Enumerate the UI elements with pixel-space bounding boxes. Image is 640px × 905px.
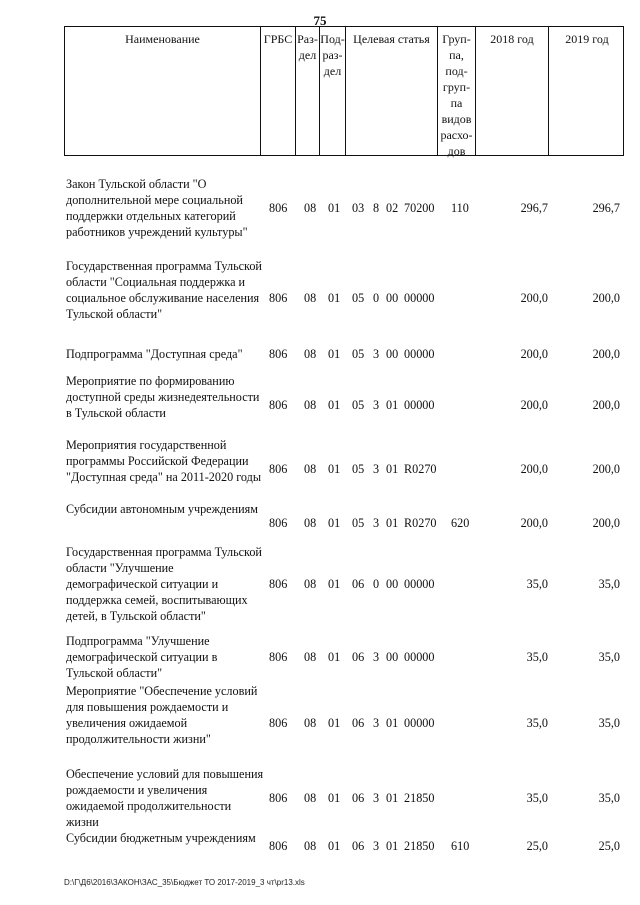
row-target-program: 05 [352, 398, 365, 412]
row-name: Мероприятия государственной программы Российской Федерации "Доступная среда" на 2011-2020 годы [66, 438, 262, 484]
row-target-direction: 70200 [404, 201, 435, 215]
row-amount-2018: 35,0 [526, 650, 548, 664]
row-amount-2018: 296,7 [520, 201, 548, 215]
row-amount-2019: 35,0 [598, 791, 620, 805]
header-grbs: ГРБС [261, 27, 296, 155]
row-target-direction: R0270 [404, 516, 437, 531]
row-amount-2018: 35,0 [526, 716, 548, 730]
row-name: Обеспечение условий для повышения рождаемости и увеличения ожидаемой продолжительности жизни [66, 767, 264, 829]
row-amount-2019: 296,7 [592, 201, 620, 215]
table-row [64, 346, 624, 362]
row-target-event: 00 [386, 291, 399, 305]
row-grbs: 806 [269, 716, 288, 730]
row-razdel: 08 [304, 839, 317, 853]
row-grbs: 806 [269, 347, 288, 361]
row-podrazdel: 01 [328, 398, 341, 412]
row-amount-2018: 200,0 [520, 398, 548, 412]
row-target-direction: 00000 [404, 577, 435, 591]
row-target-subprogram: 3 [373, 462, 380, 476]
row-amount-2019: 25,0 [598, 839, 620, 853]
row-target-event: 01 [386, 516, 399, 531]
row-target-event: 01 [386, 398, 399, 412]
row-grbs: 806 [269, 791, 288, 805]
row-amount-2019: 35,0 [598, 577, 620, 591]
row-expense-group: 110 [451, 201, 469, 215]
row-target-subprogram: 3 [373, 650, 380, 664]
table-row [64, 373, 624, 437]
row-grbs: 806 [269, 398, 288, 412]
row-amount-2018: 200,0 [520, 462, 548, 476]
row-podrazdel: 01 [328, 201, 341, 215]
table-row [64, 437, 624, 501]
row-amount-2018: 35,0 [526, 791, 548, 805]
table-row [64, 683, 624, 763]
row-razdel: 08 [304, 577, 317, 591]
row-podrazdel: 01 [328, 516, 341, 531]
row-grbs: 806 [269, 577, 288, 591]
header-expense-group: Груп- па, под- груп- па видов расхо- дов [438, 27, 476, 155]
row-podrazdel: 01 [328, 577, 341, 591]
row-name: Мероприятие по формированию доступной среды жизнедеятельности в Тульской области [66, 374, 260, 420]
row-amount-2019: 200,0 [592, 347, 620, 361]
row-target-event: 01 [386, 839, 399, 853]
table-row [64, 766, 624, 830]
row-amount-2018: 200,0 [520, 291, 548, 305]
row-razdel: 08 [304, 462, 317, 476]
table-row [64, 258, 624, 338]
row-grbs: 806 [269, 839, 288, 853]
row-name: Субсидии автономным учреждениям [66, 502, 258, 516]
row-podrazdel: 01 [328, 716, 341, 730]
row-razdel: 08 [304, 716, 317, 730]
row-name: Закон Тульской области "О дополнительной мере социальной поддержки отдельных категорий работников учреждений культуры" [66, 177, 248, 239]
row-target-event: 00 [386, 577, 399, 591]
header-2019: 2019 год [565, 32, 609, 46]
row-razdel: 08 [304, 650, 317, 664]
row-name: Подпрограмма "Улучшение демографической ситуации в Тульской области" [66, 634, 218, 680]
row-name: Подпрограмма "Доступная среда" [66, 347, 243, 361]
table-row [64, 176, 624, 240]
header-razdel: Раз- дел [296, 27, 320, 155]
row-expense-group: 610 [451, 839, 470, 853]
row-podrazdel: 01 [328, 791, 341, 805]
row-amount-2019: 200,0 [592, 462, 620, 476]
row-target-subprogram: 3 [373, 516, 380, 531]
row-target-program: 06 [352, 791, 365, 805]
row-target-program: 05 [352, 516, 365, 531]
row-razdel: 08 [304, 791, 317, 805]
row-razdel: 08 [304, 291, 317, 305]
header-target-article: Целевая статья [346, 27, 438, 155]
row-name: Государственная программа Тульской области "Улучшение демографической ситуации и поддержка семей, воспитывающих детей, в Тульской области" [66, 545, 262, 623]
file-path-footer: D:\Г\Д6\2016\ЗАКОН\ЗАС_35\Бюджет ТО 2017-2019_3 чт\pr13.xls [64, 878, 305, 887]
row-amount-2019: 35,0 [598, 716, 620, 730]
row-target-subprogram: 3 [373, 791, 380, 805]
table-header [64, 26, 624, 156]
row-grbs: 806 [269, 462, 288, 476]
row-amount-2019: 200,0 [592, 398, 620, 412]
row-target-program: 06 [352, 650, 365, 664]
row-target-direction: 00000 [404, 650, 435, 664]
row-target-direction: 00000 [404, 291, 435, 305]
row-target-direction: 21850 [404, 791, 435, 805]
header-2018: 2018 год [476, 27, 549, 155]
row-target-direction: R0270 [404, 462, 437, 476]
row-podrazdel: 01 [328, 347, 341, 361]
row-target-program: 05 [352, 462, 365, 476]
row-podrazdel: 01 [328, 462, 341, 476]
row-name: Мероприятие "Обеспечение условий для повышения рождаемости и увеличения ожидаемой продолжительности жизни" [66, 684, 258, 746]
row-amount-2019: 35,0 [598, 650, 620, 664]
row-target-direction: 00000 [404, 347, 435, 361]
row-grbs: 806 [269, 291, 288, 305]
row-name: Субсидии бюджетным учреждениям [66, 831, 256, 845]
row-target-program: 03 [352, 201, 365, 215]
row-grbs: 806 [269, 201, 288, 215]
header-name: Наименование [65, 27, 261, 155]
row-name: Государственная программа Тульской области "Социальная поддержка и социальное обслуживание населения Тульской области" [66, 259, 262, 321]
row-target-subprogram: 3 [373, 716, 380, 730]
row-target-program: 06 [352, 839, 365, 853]
row-target-program: 05 [352, 291, 365, 305]
row-target-event: 01 [386, 791, 399, 805]
row-target-subprogram: 0 [373, 291, 380, 305]
row-amount-2018: 35,0 [526, 577, 548, 591]
row-podrazdel: 01 [328, 650, 341, 664]
row-target-program: 06 [352, 577, 365, 591]
row-target-event: 00 [386, 347, 399, 361]
row-amount-2018: 200,0 [520, 347, 548, 361]
row-target-subprogram: 0 [373, 577, 380, 591]
row-target-direction: 00000 [404, 398, 435, 412]
row-target-direction: 21850 [404, 839, 435, 853]
row-target-program: 06 [352, 716, 365, 730]
row-target-program: 05 [352, 347, 365, 361]
row-amount-2018: 25,0 [526, 839, 548, 853]
row-target-event: 01 [386, 716, 399, 730]
page-number: 75 [313, 13, 327, 28]
row-target-event: 02 [386, 201, 399, 215]
row-target-event: 01 [386, 462, 399, 476]
table-row [64, 633, 624, 681]
row-podrazdel: 01 [328, 839, 341, 853]
row-grbs: 806 [269, 516, 288, 531]
table-row [64, 501, 624, 533]
row-target-subprogram: 3 [373, 839, 380, 853]
row-target-event: 00 [386, 650, 399, 664]
row-razdel: 08 [304, 201, 317, 215]
row-amount-2018: 200,0 [520, 516, 548, 531]
row-target-direction: 00000 [404, 716, 435, 730]
row-podrazdel: 01 [328, 291, 341, 305]
row-grbs: 806 [269, 650, 288, 664]
row-target-subprogram: 3 [373, 347, 380, 361]
row-razdel: 08 [304, 516, 317, 531]
row-amount-2019: 200,0 [592, 291, 620, 305]
table-row [64, 544, 624, 624]
row-razdel: 08 [304, 347, 317, 361]
row-amount-2019: 200,0 [592, 516, 620, 531]
table-row [64, 830, 624, 862]
row-target-subprogram: 3 [373, 398, 380, 412]
header-podrazdel: Под- раз- дел [320, 27, 346, 155]
row-razdel: 08 [304, 398, 317, 412]
row-expense-group: 620 [451, 516, 470, 531]
row-target-subprogram: 8 [373, 201, 380, 215]
